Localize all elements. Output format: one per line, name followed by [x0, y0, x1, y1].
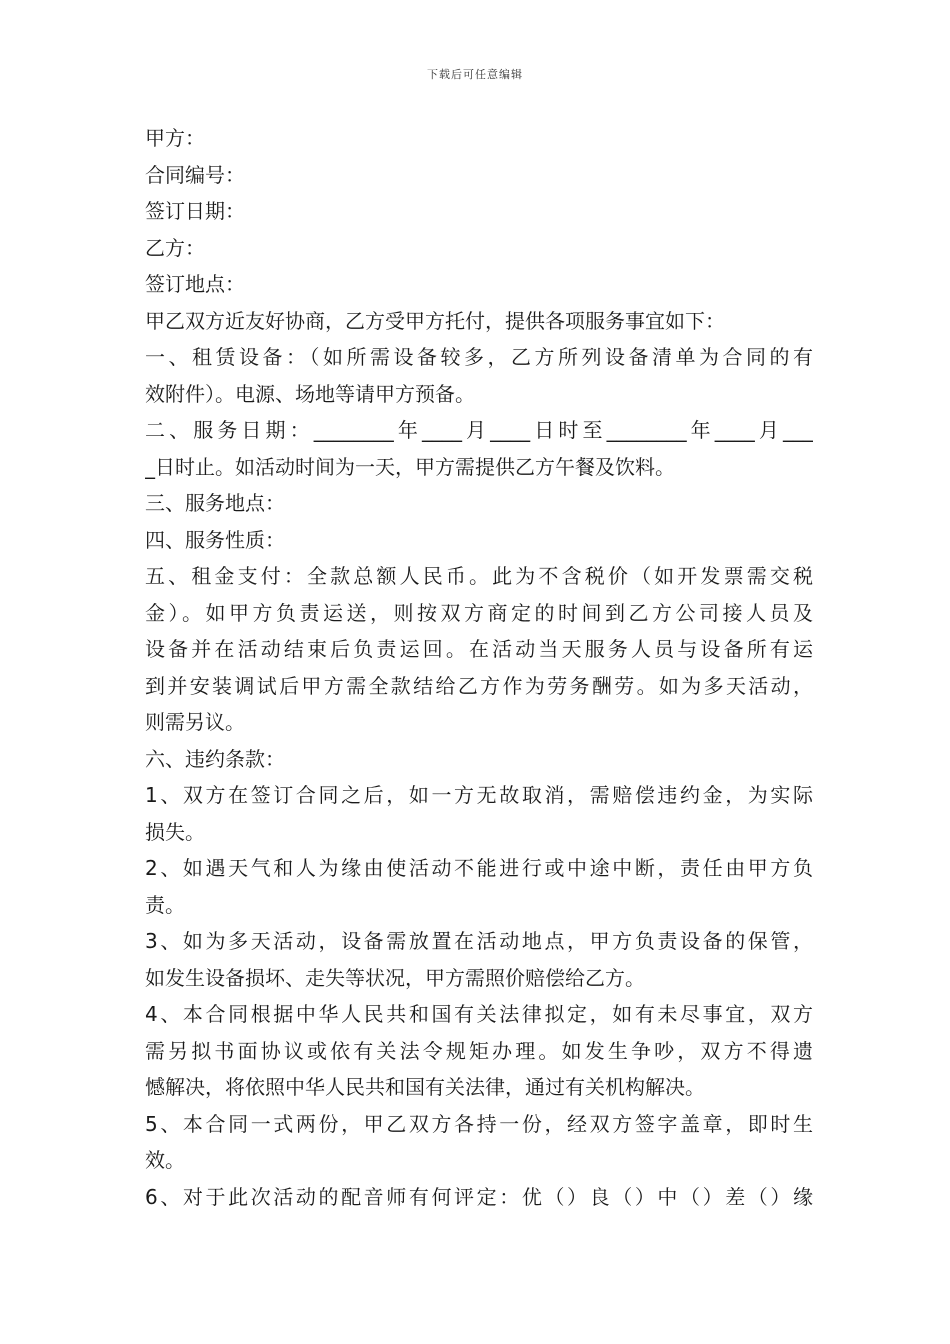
text-line: 五、租金支付：全款总额人民币。此为不含税价（如开发票需交税 [145, 564, 813, 588]
text-line: 四、服务性质： [145, 527, 285, 552]
text-line: 合同编号： [145, 162, 245, 187]
text-line: 二、服务日期：________年____月____日时至________年____月___ [145, 418, 813, 442]
text-line: 如发生设备损坏、走失等状况，甲方需照价赔偿给乙方。 [145, 965, 645, 990]
text-line: 设备并在活动结束后负责运回。在活动当天服务人员与设备所有运 [145, 637, 813, 661]
text-line: 5、本合同一式两份，甲乙双方各持一份，经双方签字盖章，即时生 [145, 1111, 813, 1136]
text-line: 6、对于此次活动的配音师有何评定：优（）良（）中（）差（）缘 [145, 1184, 813, 1209]
text-line: 金）。如甲方负责运送，则按双方商定的时间到乙方公司接人员及 [145, 600, 813, 625]
text-line: 则需另议。 [145, 710, 245, 734]
page-header-note: 下载后可任意编辑 [427, 68, 523, 81]
text-line: 乙方： [145, 235, 205, 260]
text-line: 三、服务地点： [145, 491, 285, 515]
text-line: 效。 [145, 1148, 185, 1172]
text-line: 2、如遇天气和人为缘由使活动不能进行或中途中断，责任由甲方负 [145, 856, 813, 880]
contract-body [145, 120, 813, 1215]
text-line: 需另拟书面协议或依有关法令规矩办理。如发生争吵，双方不得遗 [145, 1038, 813, 1063]
text-line: 效附件）。电源、场地等请甲方预备。 [145, 381, 475, 406]
text-line: 损失。 [145, 819, 205, 844]
text-line: 签订地点： [145, 272, 245, 296]
text-line: 3、如为多天活动，设备需放置在活动地点，甲方负责设备的保管， [145, 929, 813, 953]
text-line: 4、本合同根据中华人民共和国有关法律拟定，如有未尽事宜，双方 [145, 1002, 813, 1026]
text-line: 六、违约条款： [145, 746, 285, 771]
text-line: 1、双方在签订合同之后，如一方无故取消，需赔偿违约金，为实际 [145, 783, 813, 807]
text-line: 甲乙双方近友好协商，乙方受甲方托付，提供各项服务事宜如下： [145, 308, 725, 333]
text-line: 责。 [145, 892, 185, 917]
text-line: 到并安装调试后甲方需全款结给乙方作为劳务酬劳。如为多天活动， [145, 673, 813, 698]
text-line: 憾解决，将依照中华人民共和国有关法律，通过有关机构解决。 [145, 1075, 705, 1099]
text-line: 签订日期： [145, 199, 245, 223]
text-line: 甲方： [145, 126, 205, 150]
text-line: _日时止。如活动时间为一天，甲方需提供乙方午餐及饮料。 [145, 454, 675, 479]
text-line: 一、租赁设备：（如所需设备较多，乙方所列设备清单为合同的有 [145, 345, 813, 369]
